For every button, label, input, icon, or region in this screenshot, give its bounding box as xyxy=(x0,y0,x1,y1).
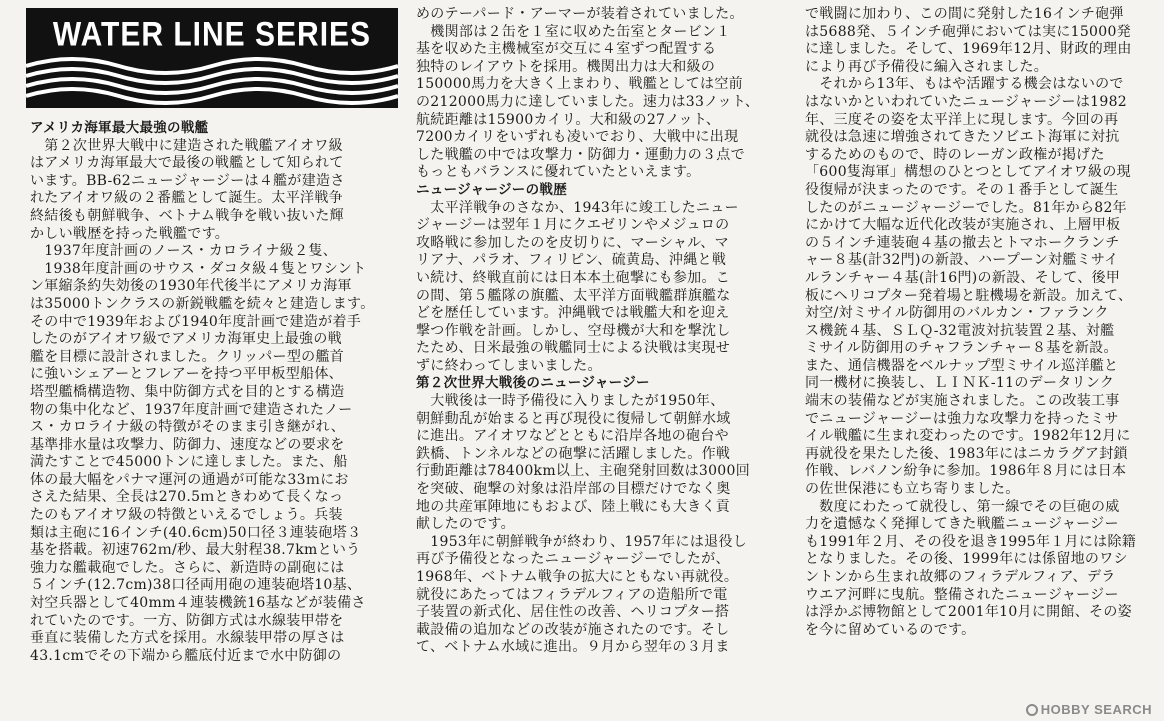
body-text-line: となりました。その後、1999年には係留地のワシ xyxy=(805,551,1128,568)
body-text-line: イル戦艦に生まれ変わったのです。1982年12月に xyxy=(805,428,1131,445)
body-text-line: に強いシェアーとフレアーを持つ平甲板型船体、 xyxy=(30,366,343,383)
body-text-line: 1937年度計画のノース・カロライナ級２隻、 xyxy=(30,243,337,260)
body-text-line: 鉄橋、トンネルなどの砲撃に活躍しました。作戦 xyxy=(416,445,731,462)
body-text-line: 独特のレイアウトを採用。機関出力は大和級の xyxy=(416,58,716,75)
body-text-line: それから13年、もはや活躍する機会はないので xyxy=(805,76,1124,93)
body-text-line: 「600隻海軍」構想のひとつとしてアイオワ級の現 xyxy=(805,164,1131,181)
body-text-line: も1991年２月、その役を退き1995年１月には除籍 xyxy=(805,533,1137,550)
body-text-line: たため、日米最強の戦艦同士による決戦は実現せ xyxy=(416,340,731,357)
body-text-line: 地の共産軍陣地にもおよび、陸上戦にも大きく貢 xyxy=(416,498,731,515)
body-text-line: かしい戦歴を持った戦艦です。 xyxy=(30,225,230,242)
body-text-line: 類は主砲に16インチ(40.6cm)50口径３連装砲塔３ xyxy=(30,524,362,541)
body-text-line: 基を搭載。初速762ｍ/秒、最大射程38.7kmという xyxy=(30,542,361,559)
body-text-line: はアメリカ海軍最大で最後の戦艦として知られて xyxy=(30,155,344,172)
body-text-line: 就役は急速に増強されてきたソビエト海軍に対抗 xyxy=(805,129,1120,146)
body-text-line: ス機銃４基、ＳＬＱ-32電波対抗装置２基、対艦 xyxy=(805,322,1115,339)
body-text-line: の間、第５艦隊の旗艦、太平洋方面戦艦群旗艦な xyxy=(416,287,731,304)
body-text-line: 子装置の新式化、居住性の改善、ヘリコプター搭 xyxy=(416,604,730,621)
body-text-line: 7200カイリをいずれも凌いでおり、大戦中に出現 xyxy=(416,129,739,146)
body-text-line: どを歴任しています。沖縄戦では戦艦大和を迎え xyxy=(416,305,730,322)
body-text-line: 就役にあたってはフィラデルフィアの造船所で電 xyxy=(416,586,728,603)
body-text-line: は浮かぶ博物館として2001年10月に開館、その姿 xyxy=(805,604,1132,621)
body-text-line: ス・カロライナ級の特徴がそのまま引き継がれ、 xyxy=(30,419,346,436)
body-text-line: 1953年に朝鮮戦争が終わり、1957年には退役し xyxy=(416,533,748,550)
text-column-1 xyxy=(30,120,404,665)
body-text-line: ルランチャー４基(計16門)の新設、そして、後甲 xyxy=(805,269,1121,286)
body-text-line: ントンから生まれ故郷のフィラデルフィア、デラ xyxy=(805,569,1116,585)
body-text-line: 満たすことで45000トンに達しました。また、船 xyxy=(30,454,348,471)
body-text-line: 端末の装備などが実施されました。この改装工事 xyxy=(805,393,1120,410)
body-text-line: の212000馬力に達していました。速力は33ノット、 xyxy=(416,93,760,110)
watermark-text: HOBBY SEARCH xyxy=(1040,702,1152,717)
body-text-line: もっともバランスに優れていたといえます。 xyxy=(416,164,701,181)
body-text-line: により再び予備役に編入されました。 xyxy=(805,58,1049,75)
body-text-line: 太平洋戦争のさなか、1943年に竣工したニュー xyxy=(416,199,739,216)
body-text-line: したのがニュージャージーでした。81年から82年 xyxy=(805,199,1127,216)
body-text-line: ン軍縮条約失効後の1930年代後半にアメリカ海軍 xyxy=(30,278,352,295)
body-text-line: 撃つ作戦を計画。しかし、空母機が大和を撃沈し xyxy=(416,322,731,339)
body-text-line: れたアイオワ級の２番艦として誕生。太平洋戦争 xyxy=(30,190,343,207)
body-text-line: 数度にわたって就役し、第一線でその巨砲の威 xyxy=(805,498,1120,515)
wave-emblem xyxy=(26,56,398,108)
body-text-line: 艦を目標に設計されました。クリッパー型の艦首 xyxy=(30,348,345,365)
body-text-line: 攻略戦に参加したのを皮切りに、マーシャル、マ xyxy=(416,234,729,251)
body-text-line: 力を遺憾なく発揮してきた戦艦ニュージャージー xyxy=(805,516,1119,533)
body-text-line: はないかといわれていたニュージャージーは1982 xyxy=(805,93,1127,110)
body-text-line: リアナ、パラオ、フィリピン、硫黄島、沖縄と戦 xyxy=(416,252,727,269)
body-text-line: を突破、砲撃の対象は沿岸部の目標だけでなく奥 xyxy=(416,481,731,498)
body-text-line: 載設備の追加などの改装が施されたのです。そし xyxy=(416,621,730,638)
body-text-line: 塔型艦橋構造物、集中防御方式を目的とする構造 xyxy=(30,383,345,400)
water-line-series-logo xyxy=(26,8,398,108)
body-text-line: するためのもので、時のレーガン政権が掲げた xyxy=(805,146,1105,163)
section-heading: ニュージャージーの戦歴 xyxy=(416,181,567,198)
watermark-logo-icon xyxy=(1026,704,1038,716)
logo-title: WATER LINE SERIES xyxy=(52,15,372,54)
body-text-line: の５インチ連装砲４基の撤去とトマホークランチ xyxy=(805,234,1120,251)
body-text-line: 強力な艦載砲でした。さらに、新造時の副砲には xyxy=(30,559,345,576)
body-text-line: 再就役を果たした後、1983年にはニカラグア封鎖 xyxy=(805,445,1128,462)
text-column-3 xyxy=(805,6,1145,639)
body-text-line: に進出。アイオワなどとともに沿岸各地の砲台や xyxy=(416,428,729,445)
body-text-line: ャー８基(計32門)の新設、ハープーン対艦ミサイ xyxy=(805,252,1119,269)
body-text-line: 行動距離は78400km以上、主砲発射回数は3000回 xyxy=(416,463,751,480)
body-text-line: したのがアイオワ級でアメリカ海軍史上最強の戦 xyxy=(30,331,342,348)
body-text-line: さえた結果、全長は270.5ｍときわめて長くなっ xyxy=(30,489,344,506)
body-text-line: ジャージーは翌年１月にクエゼリンやメジュロの xyxy=(416,217,730,234)
body-text-line: 年、三度その姿を太平洋上に現します。今回の再 xyxy=(805,111,1119,128)
body-text-line: 第２次世界大戦中に建造された戦艦アイオワ級 xyxy=(30,137,343,154)
body-text-line: 献したのです。 xyxy=(416,516,515,533)
body-text-line: 対空/対ミサイル防御用のバルカン・ファランク xyxy=(805,305,1109,322)
section-heading: アメリカ海軍最大最強の戦艦 xyxy=(30,120,209,136)
hobby-search-watermark xyxy=(1026,702,1152,717)
body-text-line: 150000馬力を大きく上まわり、戦艦としては空前 xyxy=(416,76,743,93)
body-text-line: 垂直に装備した方式を採用。水線装甲帯の厚さは xyxy=(30,630,345,647)
body-text-line: 対空兵器として40mm４連装機銃16基などが装備さ xyxy=(30,595,366,612)
body-text-line: 1968年、ベトナム戦争の拡大にともない再就役。 xyxy=(416,569,739,585)
body-text-line: めのテーパード・アーマーが装着されていました。 xyxy=(416,6,744,22)
body-text-line: 基を収めた主機械室が交互に４室ずつ配置する xyxy=(416,41,717,58)
body-text-line: 作戦、レバノン紛争に参加。1986年８月には日本 xyxy=(805,463,1127,480)
body-text-line: でニュージャージーは強力な攻撃力を持ったミサ xyxy=(805,410,1119,427)
body-text-line: を今に留めているのです。 xyxy=(805,621,976,638)
body-text-line: 終結後も朝鮮戦争、ベトナム戦争を戦い抜いた輝 xyxy=(30,207,344,224)
body-text-line: 役復帰が決まったのです。その１番手として誕生 xyxy=(805,181,1119,198)
body-text-line: にかけて大幅な近代化改装が実施され、上層甲板 xyxy=(805,217,1121,234)
body-text-line: 同一機材に換装し、ＬＩＮＫ-11のデータリンク xyxy=(805,375,1115,392)
body-text-line: 43.1cmでその下端から艦底付近まで水中防御の xyxy=(30,647,342,664)
body-text-line: ウエア河畔に曳航。整備されたニュージャージー xyxy=(805,586,1119,603)
body-text-line: 朝鮮動乱が始まると再び現役に復帰して朝鮮水域 xyxy=(416,410,731,427)
body-text-line: は5688発、５インチ砲弾においては実に15000発 xyxy=(805,23,1131,40)
body-text-line: 大戦後は一時予備役に入りましたが1950年、 xyxy=(416,393,725,410)
body-text-line: 物の集中化など、1937年度計画で建造されたノー xyxy=(30,401,353,418)
body-text-line: 基準排水量は攻撃力、防御力、速度などの要求を xyxy=(30,436,345,453)
body-text-line: の佐世保港にも立ち寄りました。 xyxy=(805,481,1020,498)
body-text-line: ５インチ(12.7cm)38口径両用砲の連装砲塔10基、 xyxy=(30,577,362,594)
text-column-2 xyxy=(416,6,788,657)
body-text-line: 板にヘリコプター発着場と駐機場を新設。加えて、 xyxy=(805,287,1133,304)
body-text-line: で戦闘に加わり、この間に発射した16インチ砲弾 xyxy=(805,6,1124,22)
body-text-line: います。BB-62ニュージャージーは４艦が建造さ xyxy=(30,172,345,189)
body-text-line: ずに終わってしまいました。 xyxy=(416,357,602,374)
body-text-line: した戦艦の中では攻撃力・防御力・運動力の３点で xyxy=(416,146,745,163)
body-text-line: その中で1939年および1940年度計画で建造が着手 xyxy=(30,313,362,330)
body-text-line: は35000トンクラスの新鋭戦艦を続々と建造します。 xyxy=(30,295,375,312)
body-text-line: 体の最大幅をパナマ運河の通過が可能な33ｍにお xyxy=(30,471,349,488)
body-text-line: 再び予備役となったニュージャージーでしたが、 xyxy=(416,551,730,568)
body-text-line: て、ベトナム水域に進出。９月から翌年の３月ま xyxy=(416,639,730,656)
body-text-line: たのもアイオワ級の特徴といえるでしょう。兵装 xyxy=(30,507,343,524)
body-text-line: 航続距離は15900カイリ。大和級の27ノット、 xyxy=(416,111,721,128)
body-text-line: い続け、終戦直前には日本本土砲撃にも参加。こ xyxy=(416,269,731,286)
body-text-line: 1938年度計画のサウス・ダコタ級４隻とワシント xyxy=(30,260,367,277)
body-text-line: また、通信機器をベルナップ型ミサイル巡洋艦と xyxy=(805,357,1119,374)
body-text-line: れていたのです。一方、防御方式は水線装甲帯を xyxy=(30,612,344,629)
body-text-line: ミサイル防御用のチャフランチャー８基を新設。 xyxy=(805,340,1118,357)
section-heading: 第２次世界大戦後のニュージャージー xyxy=(416,375,650,392)
body-text-line: 機関部は２缶を１室に収めた缶室とタービン１ xyxy=(416,23,731,40)
body-text-line: に達しました。そして、1969年12月、財政的理由 xyxy=(805,41,1132,58)
